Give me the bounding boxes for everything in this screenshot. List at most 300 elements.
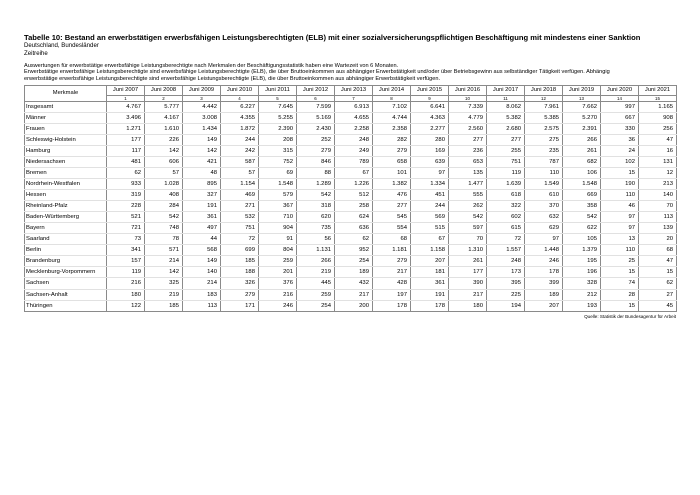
column-header: Juni 2018 — [525, 86, 563, 96]
table-cell: 846 — [297, 156, 335, 167]
table-cell: 62 — [107, 168, 145, 179]
table-cell: 57 — [145, 168, 183, 179]
table-cell: 735 — [297, 223, 335, 234]
table-cell: 180 — [107, 289, 145, 300]
table-cell: 246 — [259, 300, 297, 311]
row-label: Sachsen — [25, 278, 107, 289]
table-cell: 3.496 — [107, 112, 145, 123]
table-cell: 376 — [259, 278, 297, 289]
table-cell: 97 — [525, 234, 563, 245]
table-cell: 6.641 — [411, 101, 449, 112]
table-cell: 110 — [601, 245, 639, 256]
table-cell: 370 — [525, 201, 563, 212]
table-cell: 217 — [373, 267, 411, 278]
table-cell: 191 — [183, 201, 221, 212]
notes-block — [24, 63, 676, 84]
column-header: Juni 2011 — [259, 86, 297, 96]
table-cell: 1.548 — [259, 179, 297, 190]
row-label: Schleswig-Holstein — [25, 134, 107, 145]
column-header: Juni 2010 — [221, 86, 259, 96]
table-cell: 68 — [373, 234, 411, 245]
table-row — [25, 278, 677, 289]
table-cell: 225 — [487, 289, 525, 300]
table-cell: 185 — [145, 300, 183, 311]
table-cell: 279 — [373, 256, 411, 267]
table-cell: 62 — [639, 278, 677, 289]
table-cell: 328 — [563, 278, 601, 289]
table-cell: 1.165 — [639, 101, 677, 112]
table-cell: 682 — [563, 156, 601, 167]
table-cell: 1.334 — [411, 179, 449, 190]
table-cell: 318 — [297, 201, 335, 212]
column-number: 10 — [449, 95, 487, 101]
table-cell: 196 — [563, 267, 601, 278]
table-cell: 236 — [449, 145, 487, 156]
table-cell: 4.744 — [373, 112, 411, 123]
table-cell: 5.270 — [563, 112, 601, 123]
row-label: Hamburg — [25, 145, 107, 156]
column-header: Juni 2013 — [335, 86, 373, 96]
table-cell: 102 — [601, 156, 639, 167]
table-cell: 555 — [449, 190, 487, 201]
table-cell: 1.448 — [525, 245, 563, 256]
table-cell: 70 — [639, 201, 677, 212]
table-cell: 618 — [487, 190, 525, 201]
table-cell: 28 — [601, 289, 639, 300]
table-cell: 579 — [259, 190, 297, 201]
table-cell: 568 — [183, 245, 221, 256]
table-cell: 88 — [297, 168, 335, 179]
table-cell: 481 — [107, 156, 145, 167]
table-cell: 216 — [259, 289, 297, 300]
table-cell: 117 — [107, 145, 145, 156]
table-cell: 7.339 — [449, 101, 487, 112]
table-cell: 110 — [525, 168, 563, 179]
table-cell: 7.599 — [297, 101, 335, 112]
table-cell: 789 — [335, 156, 373, 167]
table-cell: 952 — [335, 245, 373, 256]
table-cell: 569 — [411, 212, 449, 223]
table-cell: 2.575 — [525, 123, 563, 134]
table-cell: 228 — [107, 201, 145, 212]
table-cell: 512 — [335, 190, 373, 201]
column-number: 11 — [487, 95, 525, 101]
table-cell: 1.557 — [487, 245, 525, 256]
table-cell: 1.310 — [449, 245, 487, 256]
column-number: 15 — [639, 95, 677, 101]
table-cell: 13 — [601, 234, 639, 245]
row-label: Männer — [25, 112, 107, 123]
table-cell: 188 — [221, 267, 259, 278]
table-cell: 255 — [487, 145, 525, 156]
table-cell: 421 — [183, 156, 221, 167]
table-cell: 319 — [107, 190, 145, 201]
table-row — [25, 134, 677, 145]
table-cell: 521 — [107, 212, 145, 223]
table-cell: 8.062 — [487, 101, 525, 112]
row-label: Sachsen-Anhalt — [25, 289, 107, 300]
table-cell: 97 — [601, 212, 639, 223]
table-cell: 135 — [449, 168, 487, 179]
table-cell: 140 — [639, 190, 677, 201]
table-cell: 244 — [221, 134, 259, 145]
table-cell: 36 — [601, 134, 639, 145]
table-cell: 7.645 — [259, 101, 297, 112]
table-cell: 15 — [601, 168, 639, 179]
table-row — [25, 179, 677, 190]
table-cell: 752 — [259, 156, 297, 167]
table-row — [25, 223, 677, 234]
table-row — [25, 156, 677, 167]
table-cell: 262 — [449, 201, 487, 212]
table-cell: 178 — [411, 300, 449, 311]
column-header: Juni 2016 — [449, 86, 487, 96]
table-cell: 97 — [411, 168, 449, 179]
table-cell: 1.477 — [449, 179, 487, 190]
table-cell: 699 — [221, 245, 259, 256]
table-cell: 185 — [221, 256, 259, 267]
table-cell: 7.102 — [373, 101, 411, 112]
row-label: Bremen — [25, 168, 107, 179]
column-number: 1 — [107, 95, 145, 101]
table-cell: 658 — [373, 156, 411, 167]
table-cell: 804 — [259, 245, 297, 256]
table-cell: 1.379 — [563, 245, 601, 256]
table-cell: 279 — [221, 289, 259, 300]
table-cell: 571 — [145, 245, 183, 256]
table-row — [25, 190, 677, 201]
table-cell: 122 — [107, 300, 145, 311]
table-cell: 279 — [373, 145, 411, 156]
table-cell: 69 — [259, 168, 297, 179]
table-cell: 149 — [183, 256, 221, 267]
table-cell: 57 — [221, 168, 259, 179]
table-cell: 284 — [145, 201, 183, 212]
table-row — [25, 201, 677, 212]
table-cell: 191 — [411, 289, 449, 300]
document-page — [24, 33, 676, 319]
column-number: 9 — [411, 95, 449, 101]
table-cell: 45 — [639, 300, 677, 311]
table-cell: 261 — [563, 145, 601, 156]
table-cell: 515 — [411, 223, 449, 234]
table-cell: 266 — [563, 134, 601, 145]
table-cell: 639 — [411, 156, 449, 167]
table-cell: 149 — [183, 134, 221, 145]
table-cell: 110 — [601, 190, 639, 201]
table-cell: 74 — [601, 278, 639, 289]
table-cell: 933 — [107, 179, 145, 190]
note-line: Erwerbstätige erwerbsfähige Leistungsberechtigte sind erwerbsfähige Leistungsberechtigte (ELB), die über Bruttoeinkommen aus abhängiger Erwerbstätigkeit und/oder über Betriebsgewinn aus selbständiger Tätigkeit verfügen. Abhängig — [24, 69, 610, 76]
table-cell: 327 — [183, 190, 221, 201]
table-cell: 5.382 — [487, 112, 525, 123]
table-cell: 197 — [373, 289, 411, 300]
table-cell: 56 — [297, 234, 335, 245]
table-cell: 217 — [449, 289, 487, 300]
row-label: Insgesamt — [25, 101, 107, 112]
table-cell: 20 — [639, 234, 677, 245]
table-row — [25, 300, 677, 311]
table-cell: 72 — [221, 234, 259, 245]
table-cell: 277 — [487, 134, 525, 145]
table-cell: 279 — [297, 145, 335, 156]
table-cell: 119 — [487, 168, 525, 179]
table-cell: 330 — [601, 123, 639, 134]
row-label: Baden-Württemberg — [25, 212, 107, 223]
table-cell: 275 — [525, 134, 563, 145]
table-cell: 201 — [259, 267, 297, 278]
table-cell: 2.277 — [411, 123, 449, 134]
column-header: Juni 2014 — [373, 86, 411, 96]
region-subtitle: Deutschland, Bundesländer — [24, 42, 99, 49]
table-title: Tabelle 10: Bestand an erwerbstätigen erwerbsfähigen Leistungsberechtigten (ELB) mit einer sozialversicherungspflichtigen Beschäftigung mit mindestens einer Sanktion — [24, 33, 641, 42]
table-cell: 259 — [297, 289, 335, 300]
merkmale-header: Merkmale — [25, 86, 107, 102]
table-cell: 171 — [221, 300, 259, 311]
table-row — [25, 168, 677, 179]
table-cell: 249 — [335, 145, 373, 156]
table-cell: 606 — [145, 156, 183, 167]
table-body — [25, 101, 677, 311]
column-number: 8 — [373, 95, 411, 101]
column-number: 6 — [297, 95, 335, 101]
table-cell: 169 — [411, 145, 449, 156]
column-header: Juni 2021 — [639, 86, 677, 96]
table-row — [25, 123, 677, 134]
row-label: Rheinland-Pfalz — [25, 201, 107, 212]
table-cell: 4.767 — [107, 101, 145, 112]
table-cell: 207 — [411, 256, 449, 267]
table-cell: 545 — [373, 212, 411, 223]
table-cell: 2.680 — [487, 123, 525, 134]
table-cell: 46 — [601, 201, 639, 212]
table-cell: 266 — [297, 256, 335, 267]
table-cell: 5.385 — [525, 112, 563, 123]
table-cell: 1.548 — [563, 179, 601, 190]
table-cell: 68 — [639, 245, 677, 256]
table-cell: 787 — [525, 156, 563, 167]
table-cell: 6.227 — [221, 101, 259, 112]
table-cell: 532 — [221, 212, 259, 223]
row-label: Brandenburg — [25, 256, 107, 267]
column-header: Juni 2019 — [563, 86, 601, 96]
column-header: Juni 2017 — [487, 86, 525, 96]
table-cell: 189 — [525, 289, 563, 300]
table-cell: 361 — [183, 212, 221, 223]
table-cell: 2.560 — [449, 123, 487, 134]
table-cell: 653 — [449, 156, 487, 167]
row-label: Saarland — [25, 234, 107, 245]
table-cell: 226 — [145, 134, 183, 145]
table-cell: 5.777 — [145, 101, 183, 112]
table-cell: 710 — [259, 212, 297, 223]
table-cell: 1.872 — [221, 123, 259, 134]
table-row — [25, 256, 677, 267]
table-cell: 254 — [335, 256, 373, 267]
table-cell: 97 — [601, 223, 639, 234]
column-number: 14 — [601, 95, 639, 101]
table-cell: 2.390 — [259, 123, 297, 134]
table-row — [25, 289, 677, 300]
table-cell: 554 — [373, 223, 411, 234]
column-number: 4 — [221, 95, 259, 101]
table-cell: 214 — [145, 256, 183, 267]
row-label: Niedersachsen — [25, 156, 107, 167]
table-cell: 119 — [107, 267, 145, 278]
table-cell: 105 — [563, 234, 601, 245]
table-cell: 244 — [411, 201, 449, 212]
table-cell: 200 — [335, 300, 373, 311]
table-cell: 177 — [107, 134, 145, 145]
table-cell: 131 — [639, 156, 677, 167]
table-cell: 180 — [449, 300, 487, 311]
table-cell: 4.167 — [145, 112, 183, 123]
table-cell: 140 — [183, 267, 221, 278]
table-cell: 62 — [335, 234, 373, 245]
table-cell: 70 — [449, 234, 487, 245]
table-cell: 214 — [183, 278, 221, 289]
table-cell: 212 — [563, 289, 601, 300]
table-cell: 113 — [639, 212, 677, 223]
table-cell: 195 — [563, 256, 601, 267]
table-cell: 142 — [145, 267, 183, 278]
table-cell: 361 — [411, 278, 449, 289]
table-row — [25, 234, 677, 245]
table-cell: 213 — [639, 179, 677, 190]
table-cell: 1.226 — [335, 179, 373, 190]
table-cell: 190 — [601, 179, 639, 190]
table-cell: 27 — [639, 289, 677, 300]
table-cell: 208 — [259, 134, 297, 145]
table-cell: 1.639 — [487, 179, 525, 190]
table-cell: 904 — [259, 223, 297, 234]
table-cell: 597 — [449, 223, 487, 234]
table-row — [25, 112, 677, 123]
table-cell: 242 — [221, 145, 259, 156]
table-cell: 248 — [487, 256, 525, 267]
table-cell: 624 — [335, 212, 373, 223]
table-cell: 280 — [411, 134, 449, 145]
table-cell: 428 — [373, 278, 411, 289]
table-cell: 142 — [183, 145, 221, 156]
table-cell: 751 — [487, 156, 525, 167]
table-cell: 67 — [335, 168, 373, 179]
column-header: Juni 2008 — [145, 86, 183, 96]
table-cell: 669 — [563, 190, 601, 201]
table-cell: 173 — [487, 267, 525, 278]
table-cell: 277 — [449, 134, 487, 145]
table-cell: 256 — [639, 123, 677, 134]
table-cell: 445 — [297, 278, 335, 289]
table-cell: 4.442 — [183, 101, 221, 112]
column-number: 12 — [525, 95, 563, 101]
column-number: 3 — [183, 95, 221, 101]
table-cell: 4.779 — [449, 112, 487, 123]
table-cell: 207 — [525, 300, 563, 311]
table-cell: 246 — [525, 256, 563, 267]
table-cell: 5.255 — [259, 112, 297, 123]
table-cell: 178 — [525, 267, 563, 278]
table-cell: 91 — [259, 234, 297, 245]
table-cell: 721 — [107, 223, 145, 234]
table-cell: 219 — [297, 267, 335, 278]
table-cell: 177 — [449, 267, 487, 278]
table-cell: 15 — [601, 300, 639, 311]
note-line: Auswertungen für erwerbstätige erwerbsfähige Leistungsberechtigte nach Merkmalen der Beschäftigungsstatistik haben eine Wartezeit von 6 Monaten. — [24, 62, 399, 69]
table-cell: 2.258 — [335, 123, 373, 134]
table-cell: 178 — [373, 300, 411, 311]
table-cell: 1.289 — [297, 179, 335, 190]
column-number: 13 — [563, 95, 601, 101]
table-cell: 259 — [259, 256, 297, 267]
table-cell: 602 — [487, 212, 525, 223]
table-cell: 219 — [145, 289, 183, 300]
table-cell: 1.181 — [373, 245, 411, 256]
table-cell: 451 — [411, 190, 449, 201]
table-cell: 326 — [221, 278, 259, 289]
table-cell: 5.169 — [297, 112, 335, 123]
table-cell: 395 — [487, 278, 525, 289]
table-cell: 542 — [297, 190, 335, 201]
table-cell: 106 — [563, 168, 601, 179]
table-cell: 217 — [335, 289, 373, 300]
table-cell: 622 — [563, 223, 601, 234]
table-cell: 193 — [563, 300, 601, 311]
table-cell: 4.655 — [335, 112, 373, 123]
table-cell: 341 — [107, 245, 145, 256]
row-label: Mecklenburg-Vorpommern — [25, 267, 107, 278]
row-label: Thüringen — [25, 300, 107, 311]
table-cell: 1.131 — [297, 245, 335, 256]
table-cell: 183 — [183, 289, 221, 300]
table-row — [25, 212, 677, 223]
table-cell: 629 — [525, 223, 563, 234]
table-cell: 15 — [601, 267, 639, 278]
column-header: Juni 2015 — [411, 86, 449, 96]
table-cell: 1.154 — [221, 179, 259, 190]
table-cell: 895 — [183, 179, 221, 190]
table-cell: 399 — [525, 278, 563, 289]
table-cell: 7.662 — [563, 101, 601, 112]
table-row — [25, 145, 677, 156]
table-cell: 47 — [639, 256, 677, 267]
table-cell: 3.008 — [183, 112, 221, 123]
table-cell: 261 — [449, 256, 487, 267]
table-cell: 1.549 — [525, 179, 563, 190]
table-cell: 610 — [525, 190, 563, 201]
table-cell: 2.358 — [373, 123, 411, 134]
table-cell: 667 — [601, 112, 639, 123]
column-header: Juni 2007 — [107, 86, 145, 96]
table-cell: 542 — [449, 212, 487, 223]
table-cell: 358 — [563, 201, 601, 212]
table-cell: 469 — [221, 190, 259, 201]
table-cell: 282 — [373, 134, 411, 145]
statistics-table — [24, 85, 677, 311]
table-cell: 432 — [335, 278, 373, 289]
table-cell: 248 — [335, 134, 373, 145]
row-label: Berlin — [25, 245, 107, 256]
column-header: Juni 2020 — [601, 86, 639, 96]
table-cell: 751 — [221, 223, 259, 234]
table-cell: 367 — [259, 201, 297, 212]
table-cell: 542 — [145, 212, 183, 223]
table-cell: 216 — [107, 278, 145, 289]
table-cell: 181 — [411, 267, 449, 278]
table-cell: 632 — [525, 212, 563, 223]
table-cell: 78 — [145, 234, 183, 245]
table-row — [25, 101, 677, 112]
